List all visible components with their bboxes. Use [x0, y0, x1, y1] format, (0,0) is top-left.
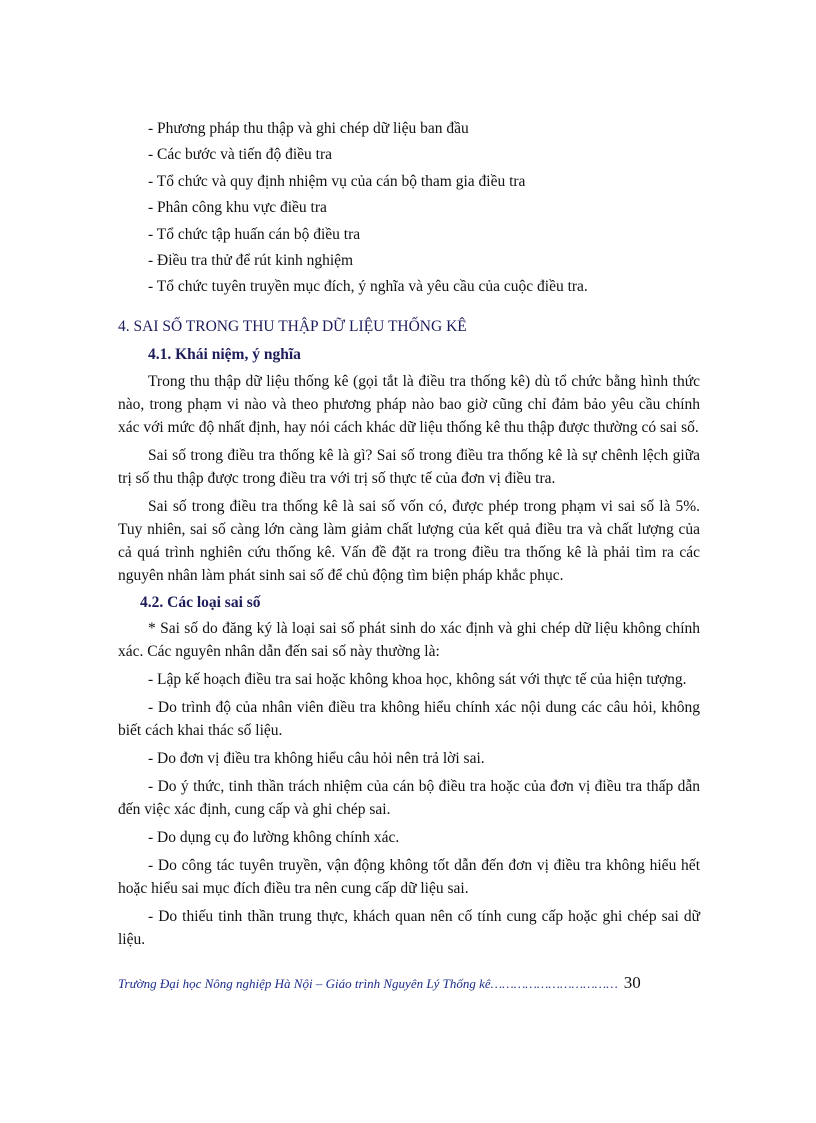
subsection-4-2-body [118, 617, 700, 956]
page-number: 30 [623, 973, 641, 992]
paragraph: Trong thu thập dữ liệu thống kê (gọi tắt là điều tra thống kê) dù tổ chức bằng hình thức nào, trong phạm vi nào và theo phương pháp nào bao giờ cũng chỉ đảm bảo yêu cầu chính xác với mức độ nhất định, hay nói cách khác dữ liệu thống kê thu thập được thường có sai số. [118, 373, 700, 436]
paragraph: Sai số trong điều tra thống kê là gì? Sai số trong điều tra thống kê là sự chênh lệch giữa trị số thu thập được trong điều tra với trị số thực tế của đơn vị điều tra. [118, 447, 700, 487]
paragraph: Sai số trong điều tra thống kê là sai số vốn có, được phép trong phạm vi sai số là 5%. Tuy nhiên, sai số càng lớn càng làm giảm chất lượng của kết quả điều tra và chất lượng của cả quá trình nghiên cứu thống kê. Vấn đề đặt ra trong điều tra thống kê là phải tìm ra các nguyên nhân làm phát sinh sai số để chủ động tìm biện pháp khắc phục. [118, 498, 700, 584]
paragraph: - Do trình độ của nhân viên điều tra không hiểu chính xác nội dung các câu hỏi, không biết cách khai thác số liệu. [118, 699, 700, 739]
paragraph: - Do ý thức, tinh thần trách nhiệm của cán bộ điều tra hoặc của đơn vị điều tra thấp dẫn đến việc xác định, cung cấp và ghi chép sai. [118, 778, 700, 818]
list-item: - Phân công khu vực điều tra [148, 199, 327, 217]
list-item: - Tổ chức tập huấn cán bộ điều tra [148, 225, 361, 243]
list-item: - Tổ chức tuyên truyền mục đích, ý nghĩa và yêu cầu của cuộc điều tra. [148, 278, 588, 296]
paragraph: * Sai số do đăng ký là loại sai số phát sinh do xác định và ghi chép dữ liệu không chính xác. Các nguyên nhân dẫn đến sai số này thường là: [118, 620, 700, 660]
page-footer [118, 973, 678, 993]
list-item: - Tổ chức và quy định nhiệm vụ của cán bộ tham gia điều tra [148, 172, 526, 190]
paragraph: - Do công tác tuyên truyền, vận động không tốt dẫn đến đơn vị điều tra không hiểu hết hoặc hiểu sai mục đích điều tra nên cung cấp dữ liệu sai. [118, 857, 700, 897]
list-item: - Điều tra thử để rút kinh nghiệm [148, 252, 354, 270]
subsection-heading-4-2: 4.2. Các loại sai số [140, 594, 261, 611]
paragraph: - Do đơn vị điều tra không hiểu câu hỏi nên trả lời sai. [148, 750, 485, 767]
paragraph: - Do dụng cụ đo lường không chính xác. [148, 829, 400, 846]
list-item: - Phương pháp thu thập và ghi chép dữ liệu ban đầu [148, 120, 469, 137]
bullet-list [148, 116, 708, 301]
list-item: - Các bước và tiến độ điều tra [148, 146, 333, 164]
paragraph: - Lập kế hoạch điều tra sai hoặc không khoa học, không sát với thực tế của hiện tượng. [148, 671, 687, 688]
footer-text: Trường Đại học Nông nghiệp Hà Nội – Giáo trình Nguyên Lý Thống kê…………………………… [118, 976, 618, 991]
subsection-heading-4-1: 4.1. Khái niệm, ý nghĩa [148, 346, 301, 363]
paragraph: - Do thiếu tinh thần trung thực, khách quan nên cố tính cung cấp hoặc ghi chép sai dữ liệu. [118, 908, 700, 948]
section-heading: 4. SAI SỐ TRONG THU THẬP DỮ LIỆU THỐNG KÊ [118, 318, 467, 335]
subsection-4-1-body [118, 370, 700, 592]
